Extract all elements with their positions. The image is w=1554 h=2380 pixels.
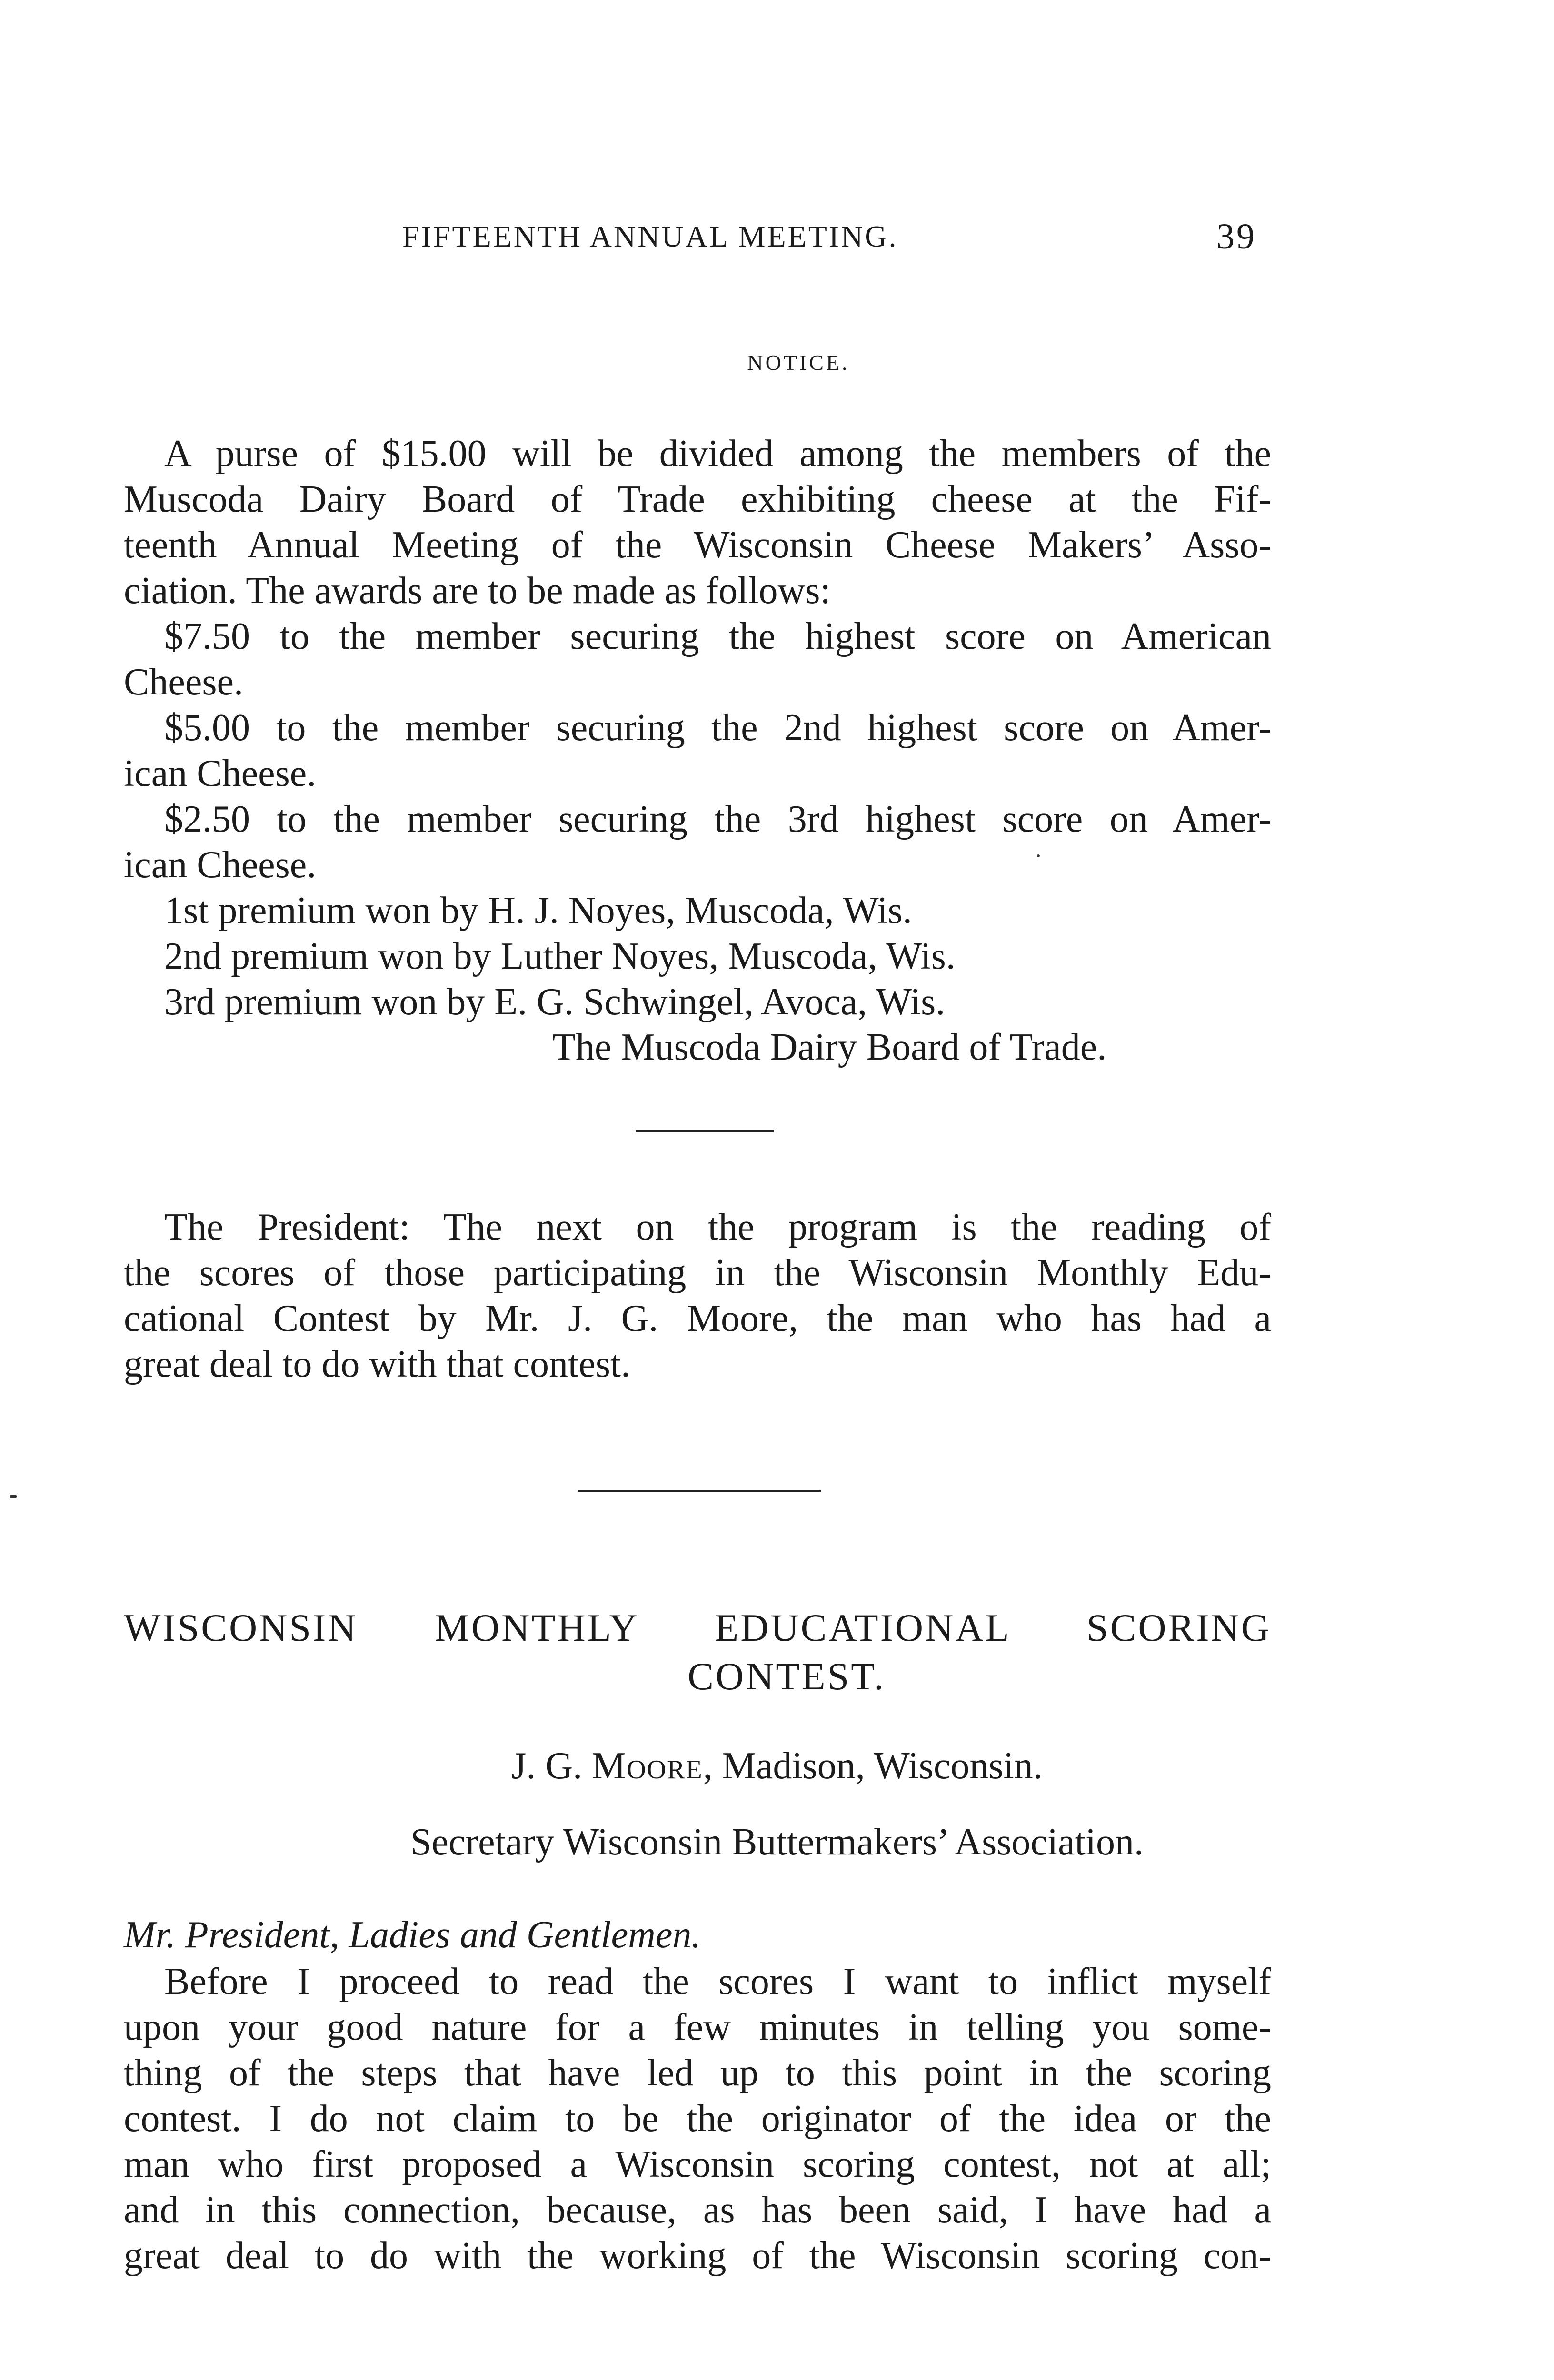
text-line: thing of the steps that have led up to this point in the scoring <box>124 2052 1271 2094</box>
running-title: FIFTEENTH ANNUAL MEETING. <box>402 219 898 253</box>
award-line: ican Cheese. <box>124 844 317 886</box>
salutation: Mr. President, Ladies and Gentlemen. <box>124 1914 701 1956</box>
article-title-line2: CONTEST. <box>687 1655 886 1698</box>
notice-award-list <box>124 614 1271 1025</box>
author-surname: Moore <box>592 1745 703 1787</box>
author-role: Secretary Wisconsin Buttermakers’ Association. <box>410 1821 1144 1863</box>
section-divider <box>578 1490 821 1492</box>
text-line: cational Contest by Mr. J. G. Moore, the man who has had a <box>124 1298 1271 1339</box>
text-line: upon your good nature for a few minutes in telling you some- <box>124 2006 1271 2048</box>
text-line: teenth Annual Meeting of the Wisconsin Cheese Makers’ Asso- <box>124 524 1271 566</box>
page-number: 39 <box>1216 217 1256 257</box>
text-line: and in this connection, because, as has been said, I have had a <box>124 2189 1271 2231</box>
award-line: Cheese. <box>124 661 244 703</box>
notice-intro-paragraph <box>124 431 1271 614</box>
award-line: 3rd premium won by E. G. Schwingel, Avoca, Wis. <box>164 981 946 1023</box>
award-line: $5.00 to the member securing the 2nd highest score on Amer- <box>164 707 1271 749</box>
award-line: ican Cheese. <box>124 753 317 794</box>
text-line: man who first proposed a Wisconsin scoring contest, not at all; <box>124 2143 1271 2185</box>
text-line: Before I proceed to read the scores I want to inflict myself <box>164 1961 1271 2003</box>
text-line: A purse of $15.00 will be divided among the members of the <box>164 433 1271 475</box>
text-line: great deal to do with the working of the Wisconsin scoring con- <box>124 2235 1271 2277</box>
article-body-paragraph <box>124 1959 1271 2279</box>
text-line: Muscoda Dairy Board of Trade exhibiting cheese at the Fif- <box>124 478 1271 520</box>
article-title-line1: WISCONSIN MONTHLY EDUCATIONAL SCORING <box>124 1606 1271 1649</box>
notice-heading: NOTICE. <box>747 350 850 375</box>
section-divider <box>636 1130 774 1132</box>
print-speck <box>10 1495 17 1498</box>
author-byline <box>0 1745 1554 1788</box>
text-line: the scores of those participating in the Wisconsin Monthly Edu- <box>124 1252 1271 1294</box>
text-line: ciation. The awards are to be made as follows: <box>124 570 831 612</box>
author-place: , Madison, Wisconsin. <box>703 1745 1043 1787</box>
award-line: 1st premium won by H. J. Noyes, Muscoda, Wis. <box>164 890 912 932</box>
text-line: contest. I do not claim to be the originator of the idea or the <box>124 2098 1271 2140</box>
author-initials: J. G. <box>511 1745 592 1787</box>
print-speck <box>1037 854 1040 857</box>
award-line: $2.50 to the member securing the 3rd highest score on Amer- <box>164 798 1271 840</box>
text-line: great deal to do with that contest. <box>124 1343 631 1385</box>
notice-signature: The Muscoda Dairy Board of Trade. <box>552 1026 1107 1068</box>
award-line: $7.50 to the member securing the highest score on American <box>164 615 1271 657</box>
president-remark-paragraph <box>124 1204 1271 1387</box>
award-line: 2nd premium won by Luther Noyes, Muscoda, Wis. <box>164 935 956 977</box>
notice-body <box>124 431 1271 1025</box>
text-line: The President: The next on the program is the reading of <box>164 1206 1271 1248</box>
